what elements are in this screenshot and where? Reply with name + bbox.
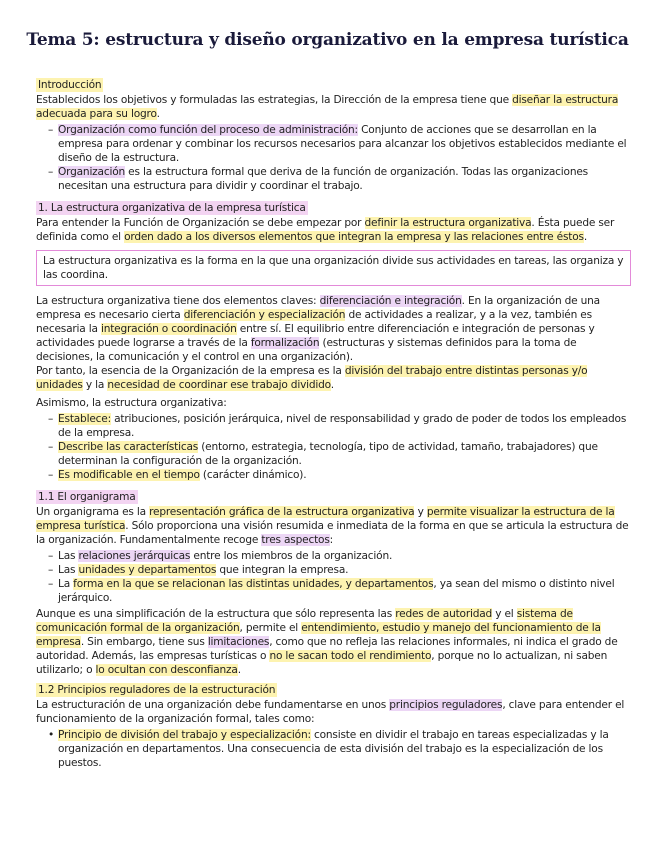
list-item: – Describe las características (entorno, estrategia, tecnología, tipo de actividad, tamaño, trabajadores) que determinan la configuración de la organización.	[48, 440, 631, 468]
list-item: • Principio de división del trabajo y especialización: consiste en dividir el trabajo en tareas especializadas y la organización en departamentos. Una consecuencia de esta división del trabajo es la especialización de los puestos.	[48, 728, 631, 770]
section-1-2-list	[36, 728, 631, 770]
section-1-2-heading: 1.2 Principios reguladores de la estructuración	[38, 684, 276, 696]
list-item: – La forma en la que se relacionan las distintas unidades, y departamentos, ya sean del mismo o distinto nivel jerárquico.	[48, 577, 631, 605]
section-1-1-heading: 1.1 El organigrama	[38, 491, 136, 503]
intro-list	[36, 123, 631, 193]
list-item: – Las relaciones jerárquicas entre los miembros de la organización.	[48, 549, 631, 563]
list-item: – Es modificable en el tiempo (carácter dinámico).	[48, 468, 631, 482]
list-item: – Organización es la estructura formal que deriva de la función de organización. Todas las organizaciones necesitan una estructura para dividir y coordinar el trabajo.	[48, 165, 631, 193]
section-1-1-paragraph: Aunque es una simplificación de la estructura que sólo representa las redes de autoridad y el sistema de comunicación formal de la organización, permite el entendimiento, estudio y manejo del funcionamiento de la empresa. Sin embargo, tiene sus limitaciones, como que no refleja las relaciones informales, ni indica el grado de autoridad. Además, las empresas turísticas o no le sacan todo el rendimiento, porque no lo actualizan, ni saben utilizarlo; o lo ocultan con desconfianza.	[36, 608, 618, 676]
intro-heading: Introducción	[38, 79, 102, 91]
list-item: – Las unidades y departamentos que integran la empresa.	[48, 563, 631, 577]
section-1-list	[36, 412, 631, 482]
intro-paragraph: Establecidos los objetivos y formuladas las estrategias, la Dirección de la empresa tiene que diseñar la estructura adecuada para su logro.	[36, 94, 619, 120]
list-item: – Establece: atribuciones, posición jerárquica, nivel de responsabilidad y grado de poder de todos los empleados de la empresa.	[48, 412, 631, 440]
section-1-2-paragraph: La estructuración de una organización debe fundamentarse en unos principios reguladores, clave para entender el funcionamiento de la organización formal, tales como:	[36, 699, 625, 725]
section-1-paragraph: La estructura organizativa tiene dos elementos claves: diferenciación e integración. En la organización de una empresa es necesario cierta diferenciación y especialización de actividades a realizar, y a la vez, también es necesaria la integración o coordinación entre sí. El equilibrio entre diferenciación e integración de personas y actividades puede lograrse a través de la formalización (estructuras y sistemas definidos para la toma de decisiones, la comunicación y el control en una organización).	[36, 295, 600, 363]
section-1-paragraph: Asimismo, la estructura organizativa:	[36, 397, 227, 409]
section-1-paragraph: Para entender la Función de Organización se debe empezar por definir la estructura organizativa. Ésta puede ser definida como el orden dado a los diversos elementos que integran la empresa y las relaciones entre éstos.	[36, 217, 615, 243]
section-1-paragraph: Por tanto, la esencia de la Organización de la empresa es la división del trabajo entre distintas personas y/o unidades y la necesidad de coordinar ese trabajo dividido.	[36, 365, 588, 391]
definition-box: La estructura organizativa es la forma en la que una organización divide sus actividades en tareas, las organiza y las coordina.	[36, 250, 631, 286]
section-1-1-paragraph: Un organigrama es la representación gráfica de la estructura organizativa y permite visualizar la estructura de la empresa turística. Sólo proporciona una visión resumida e inmediata de la forma en que se articula la estructura de la organización. Fundamentalmente recoge tres aspectos:	[36, 506, 629, 546]
list-item: – Organización como función del proceso de administración: Conjunto de acciones que se desarrollan en la empresa para ordenar y combinar los recursos necesarios para alcanzar los objetivos establecidos mediante el diseño de la estructura.	[48, 123, 631, 165]
page-title: Tema 5: estructura y diseño organizativo en la empresa turística	[26, 30, 629, 50]
section-1-heading: 1. La estructura organizativa de la empresa turística	[38, 202, 306, 214]
section-1-1-list	[36, 549, 631, 605]
document-body	[36, 74, 631, 770]
